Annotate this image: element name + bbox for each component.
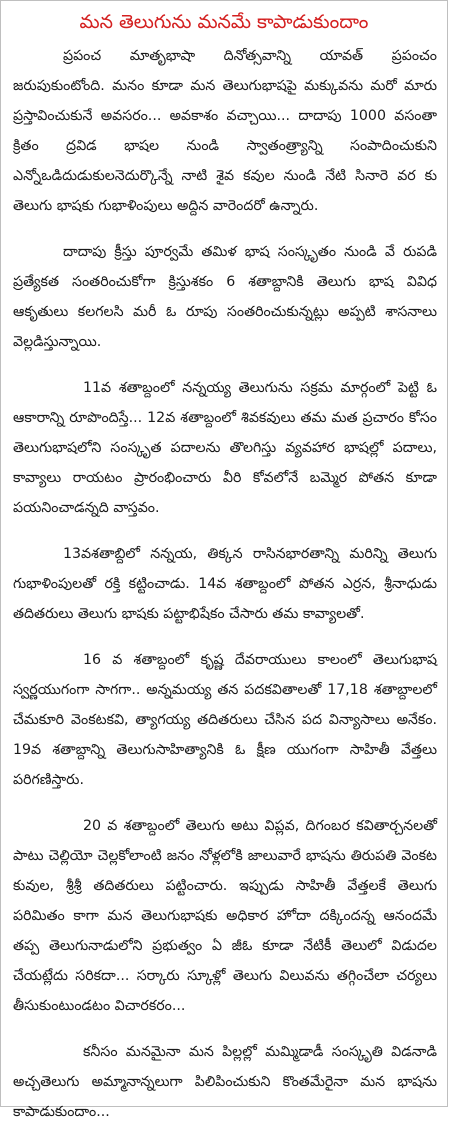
paragraph-5: 16 వ శతాబ్దంలో కృష్ణ దేవరాయులు కాలంలో తెలుగుభాష స్వర్ణయుగంగా సాగగా.. అన్నమయ్య తన పదకవితాలతో 17,18 శతాబ్దాలలో చేమకూరి వెంకటకవి, త్యాగయ్య తదితరులు చేసిన పద విన్యాసాలు అనేకం. 19వ శతాబ్దాన్ని తెలుగుసాహిత్యానికి ఓ క్షీణ యుగంగా సాహితీ వేత్తలు పరిగణిస్తారు.	[13, 652, 437, 788]
article-title: మన తెలుగును మనమే కాపాడుకుందాం	[79, 11, 369, 33]
paragraph-2: దాదాపు క్రీస్తు పూర్వమే తమిళ భాష సంస్కృతం నుండి వే రుపడి ప్రత్యేకత సంతరించుకోగా క్రిస్తుశకం 6 శతాబ్దానికి తెలుగు భాష వివిధ ఆకృతులు కలగలసి మరీ ఓ రూపు సంతరించుకున్నట్లు అప్పటి శాసనాలు వెల్లడిస్తున్నాయి.	[13, 244, 437, 350]
article-body	[1, 41, 447, 1127]
paragraph-1: ప్రపంచ మాతృభాషా దినోత్సవాన్ని యావత్ ప్రపంచం జరుపుకుంటోంది. మనం కూడా మన తెలుగుభాషపై మక్కువను మరో మారు ప్రస్తావించుకునే అవసరం... అవకాశం వచ్చాయి... దాదాపు 1000 వసంతా క్రితం ద్రవిడ భాషల నుండి స్వాతంత్ర్యాన్ని సంపాదించుకుని ఎన్నోఒడిదుడుకులనెదుర్కొన్నే నాటి శైవ కవుల నుండి నేటి సినారె వర కు తెలుగు భాషకు గుభాళింపులు అద్దిన వారెందరో ఉన్నారు.	[13, 48, 437, 214]
paragraph-4: 13వశతాబ్దిలో నన్నయ, తిక్కన రాసినభారతాన్ని మరిన్ని తెలుగు గుభాళింపులతో రక్తి కట్టించాడు. 14వ శతాబ్దంలో పోతన ఎర్రన, శ్రీనాధుడు తదితరులు తెలుగు భాషకు పట్టాభిషేకం చేసారు తమ కావ్యాలతో.	[13, 546, 437, 622]
paragraph-3: 11వ శతాబ్దంలో నన్నయ్య తెలుగును సక్రమ మార్గంలో పెట్టి ఓ ఆకారాన్ని రూపొందిస్తే... 12వ శతాబ్దంలో శివకవులు తమ మత ప్రచారం కోసం తెలుగుభాషలోని సంస్కృత పదాలను తొలగిస్తు వ్యవహార భాషల్లో పదాలు, కావ్యాలు రాయటం ప్రారంభించారు వీరి కోవలోనే బమ్మెర పోతన కూడా పయనించాడన్నది వాస్తవం.	[13, 380, 437, 516]
paragraph-7: కనీసం మనమైనా మన పిల్లల్లో మమ్మిడాడీ సంస్కృతి విడనాడి అచ్చతెలుగు అమ్మానాన్నలుగా పిలిపించుకుని కొంతమేరైనా మన భాషను కాపాడుకుందాం...	[13, 1044, 437, 1120]
paragraph-6: 20 వ శతాబ్దంలో తెలుగు అటు విప్లవ, దిగంబర కవితార్చనలతో పాటు చెల్లియో చెల్లకోలాంటి జనం నోళ్లలోకి జాలువారే భాషను తిరుపతి వెంకట కువుల, శ్రీశ్రీ తదితరులు పట్టించారు. ఇప్పుడు సాహితీ వేత్తలకే తెలుగు పరిమితం కాగా మన తెలుగుభాషకు అధికార హోదా దక్కిందన్న ఆనందమే తప్ప తెలుగునాడులోని ప్రభుత్వం ఏ జీఓ కూడా నేటికీ తెలులో విడుదల చేయట్లేదు సరికదా... సర్కారు స్కూళ్లో తెలుగు విలువను తగ్గించేలా చర్యలు తీసుకుంటుండటం విచారకరం...	[13, 818, 437, 1014]
